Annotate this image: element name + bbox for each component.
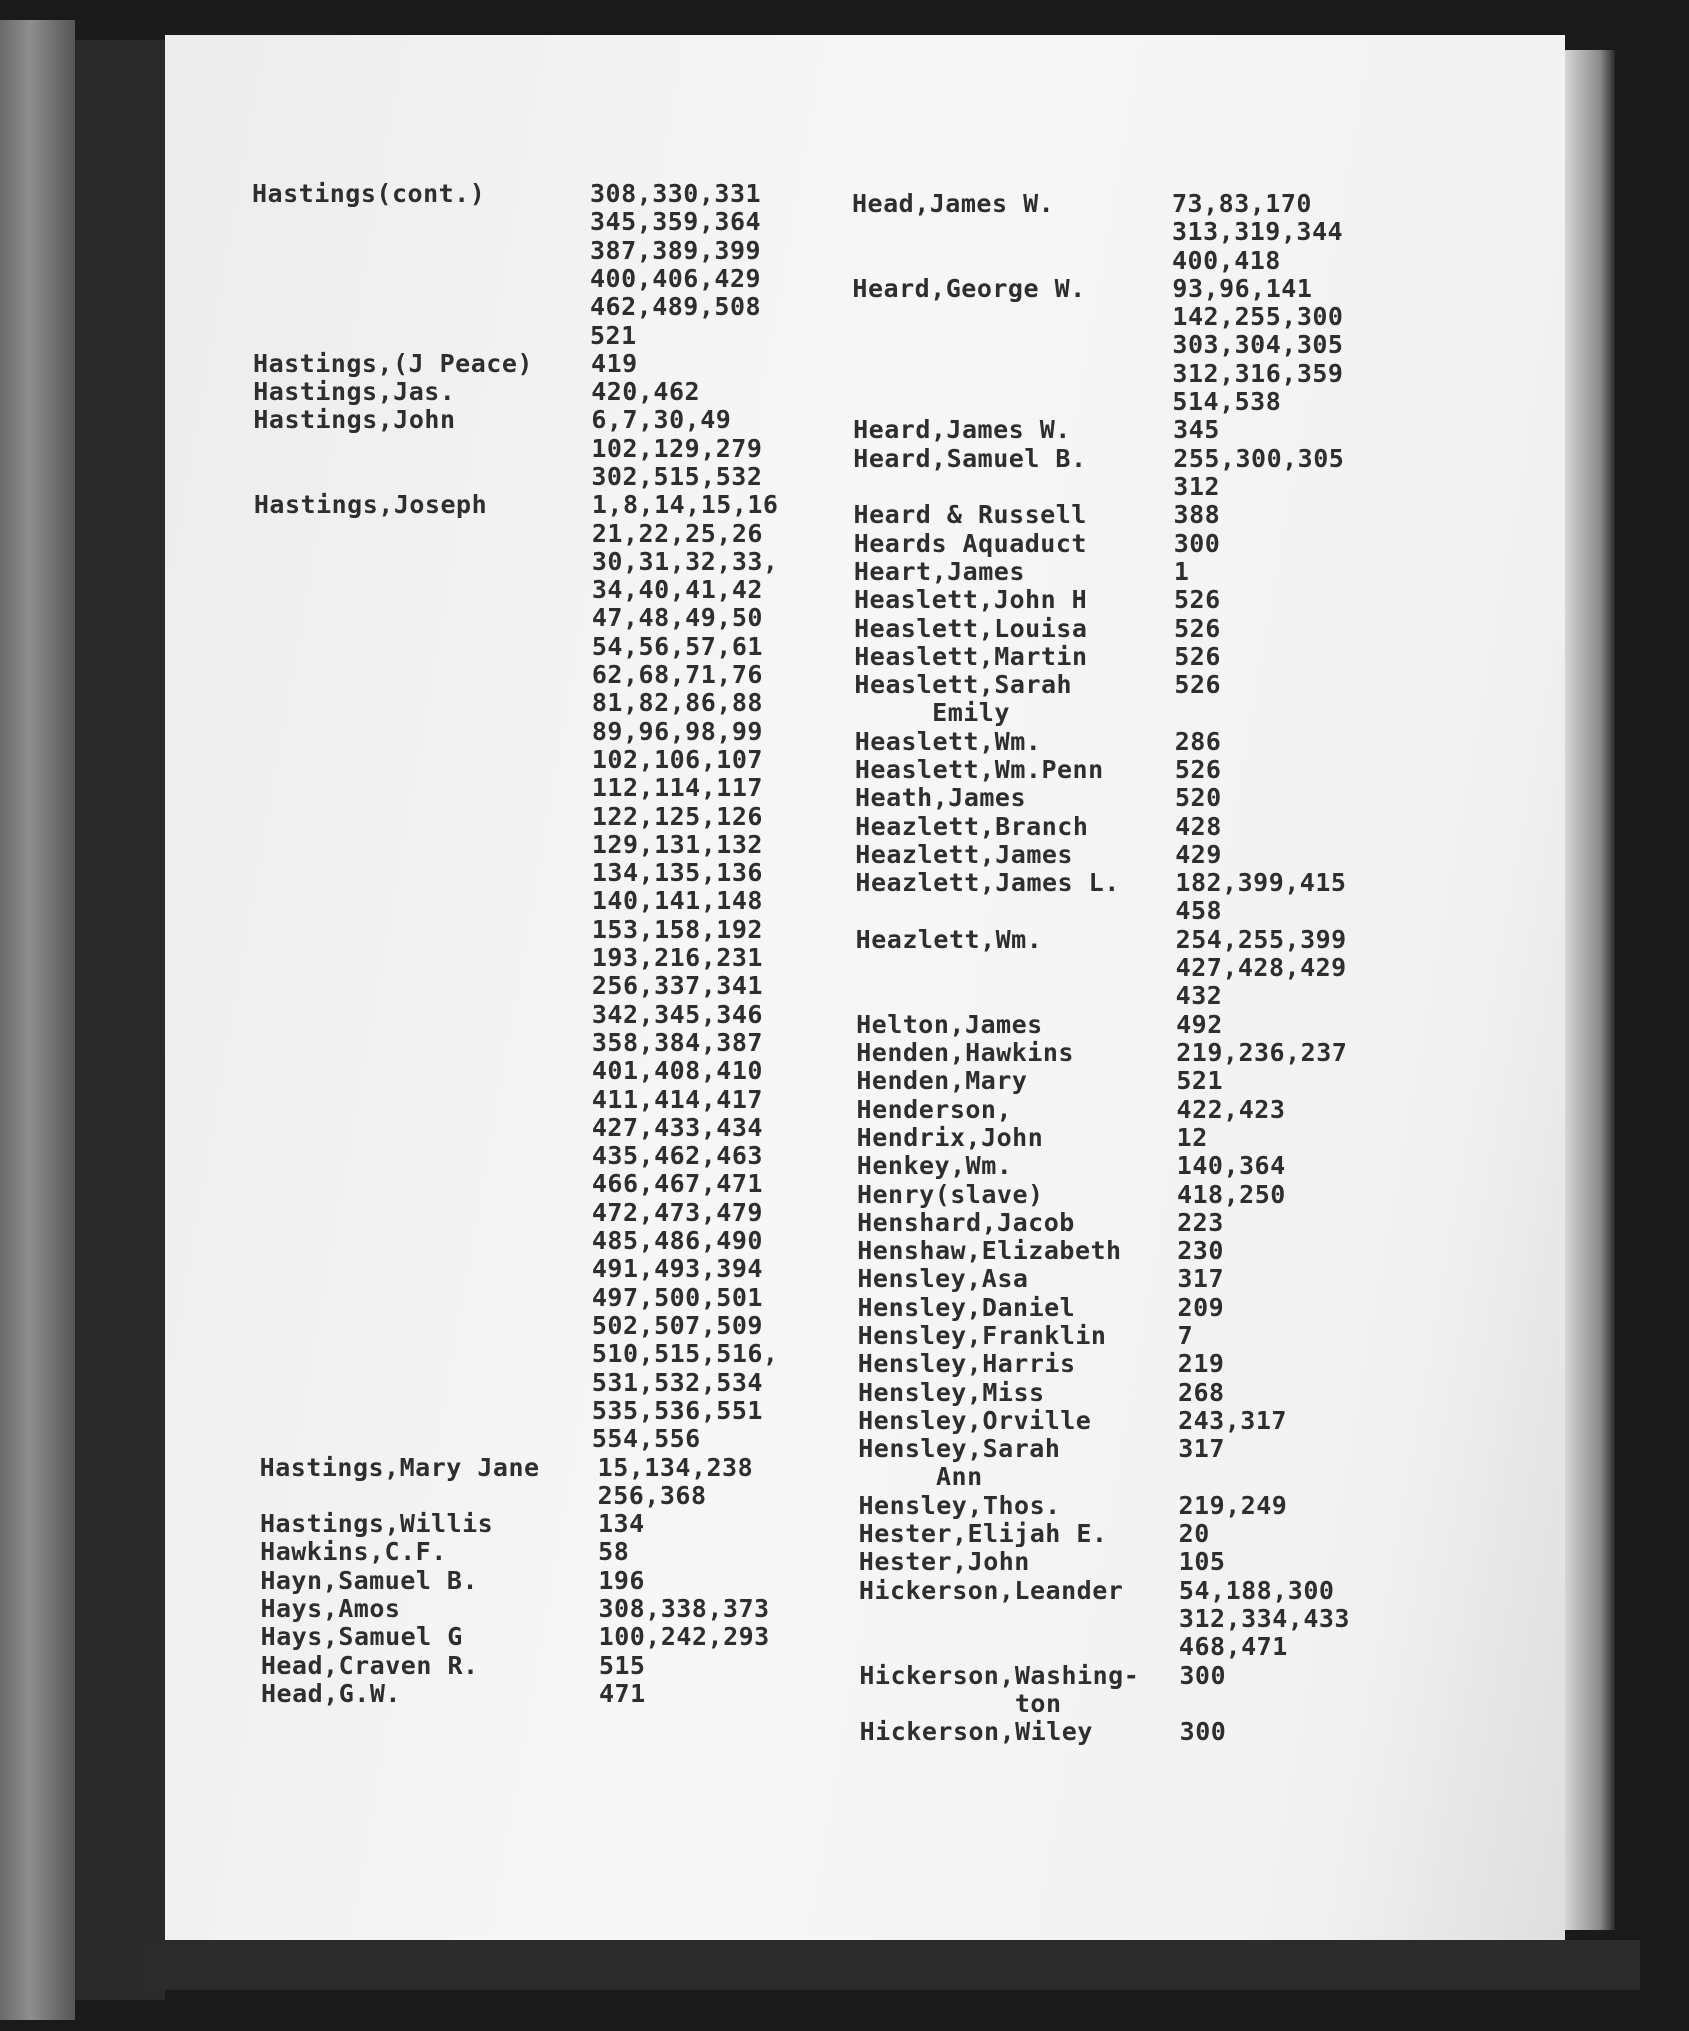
page-numbers: 526	[1173, 585, 1221, 615]
entry-name: Hays,Amos	[260, 1594, 401, 1623]
page-numbers: 1,8,14,15,16	[591, 490, 779, 520]
entry-name: Henderson,	[856, 1094, 1013, 1124]
page-numbers: 12	[1176, 1122, 1208, 1152]
page-numbers: 300	[1179, 1660, 1226, 1690]
entry-name: Heard,Samuel B.	[853, 443, 1087, 473]
page-numbers: 47,48,49,50	[591, 603, 763, 633]
entry-name: Hensley,Franklin	[857, 1321, 1107, 1350]
page-numbers: 429	[1175, 839, 1222, 869]
entry-name: Hastings,Willis	[259, 1509, 494, 1539]
page-numbers: 510,515,516,	[591, 1339, 779, 1369]
page-numbers: 196	[598, 1565, 645, 1595]
page-numbers: 435,462,463	[591, 1141, 763, 1171]
entry-name: Hastings,John	[253, 405, 456, 435]
page-numbers: 6,7,30,49	[591, 405, 732, 435]
page-numbers: 54,188,300	[1178, 1575, 1335, 1605]
page-numbers: 401,408,410	[591, 1056, 763, 1086]
entry-name: Hays,Samuel G	[260, 1622, 463, 1652]
page-numbers: 58	[598, 1537, 630, 1567]
page-numbers: 286	[1174, 726, 1222, 756]
page-numbers: 62,68,71,76	[591, 660, 763, 690]
page-numbers: 358,384,387	[591, 1027, 763, 1057]
entry-name: Heaslett,Sarah	[854, 670, 1073, 700]
entry-name: Hensley,Thos.	[858, 1490, 1061, 1520]
entry-name: Heart,James	[853, 556, 1025, 586]
page-numbers: 462,489,508	[590, 292, 762, 322]
page-numbers: 20	[1178, 1519, 1210, 1549]
page-numbers: 411,414,417	[591, 1084, 763, 1114]
page-numbers: 317	[1178, 1434, 1225, 1464]
page-numbers: 134	[597, 1509, 645, 1539]
entry-name: Heazlett,Wm.	[855, 924, 1043, 954]
page-numbers: 129,131,132	[591, 829, 763, 859]
page-numbers: 427,428,429	[1175, 953, 1347, 983]
page-numbers: 89,96,98,99	[591, 716, 763, 746]
page-numbers: 526	[1174, 670, 1222, 700]
entry-name: Head,Craven R.	[260, 1650, 479, 1680]
page-numbers: 471	[598, 1678, 646, 1708]
entry-name: Hastings,(J Peace)	[253, 348, 533, 378]
page-numbers: 254,255,399	[1175, 924, 1347, 954]
page-numbers: 521	[1176, 1066, 1224, 1096]
page-numbers: 526	[1174, 755, 1222, 784]
entry-name: Heaslett,Wm.	[854, 726, 1042, 756]
entry-name: Heaslett,Martin	[854, 641, 1088, 671]
entry-name: Hawkins,C.F.	[260, 1537, 447, 1567]
page-numbers: 193,216,231	[591, 943, 763, 973]
page-numbers: 458	[1175, 896, 1223, 926]
page-numbers: 30,31,32,33,	[591, 546, 779, 576]
page-numbers: 142,255,300	[1172, 302, 1344, 332]
page-numbers: 342,345,346	[591, 999, 763, 1029]
entry-name: Heard,James W.	[853, 415, 1071, 445]
page-numbers: 420,462	[591, 377, 701, 407]
entry-name: Henshard,Jacob	[857, 1207, 1075, 1237]
entry-name: Hendrix,John	[856, 1122, 1044, 1152]
entry-name: Hayn,Samuel B.	[260, 1565, 479, 1595]
entry-name: Head,G.W.	[260, 1678, 401, 1708]
page-numbers: 81,82,86,88	[591, 688, 763, 718]
entry-name: Heard,George W.	[852, 273, 1086, 303]
entry-name: ton	[859, 1688, 1062, 1718]
entry-name: Ann	[858, 1462, 983, 1492]
page-numbers: 468,471	[1178, 1632, 1288, 1662]
page-numbers: 102,129,279	[591, 433, 763, 463]
page-numbers: 153,158,192	[591, 914, 763, 944]
entry-name: Heath,James	[854, 783, 1027, 813]
entry-name: Hickerson,Washing-	[859, 1660, 1140, 1690]
entry-name: Heaslett,Louisa	[854, 613, 1088, 643]
entry-name: Hickerson,Leander	[858, 1575, 1124, 1605]
page-numbers: 243,317	[1178, 1405, 1287, 1435]
page-numbers: 418,250	[1176, 1179, 1286, 1209]
page-numbers: 230	[1177, 1236, 1224, 1266]
page-curl-edge	[1565, 50, 1615, 1930]
entry-name: Head,James W.	[852, 189, 1055, 218]
page-numbers: 105	[1178, 1547, 1226, 1577]
page-numbers: 535,536,551	[591, 1395, 763, 1425]
page-numbers: 54,56,57,61	[591, 631, 763, 661]
entry-name: Henden,Mary	[856, 1066, 1028, 1096]
page-numbers: 34,40,41,42	[591, 575, 763, 605]
page-numbers: 73,83,170	[1172, 189, 1312, 218]
page-numbers: 313,319,344	[1172, 217, 1344, 247]
entry-name: Henry(slave)	[856, 1179, 1044, 1209]
entry-name: Hensley,Miss	[857, 1377, 1045, 1407]
entry-name: Heazlett,James	[855, 839, 1073, 869]
entry-name: Heaslett,John H	[853, 585, 1088, 615]
entry-name: Hickerson,Wiley	[859, 1717, 1093, 1747]
entry-name: Hensley,Sarah	[858, 1434, 1061, 1464]
entry-name: Heard & Russell	[853, 500, 1087, 530]
entry-name: Heaslett,Wm.Penn	[854, 755, 1104, 784]
entry-name: Henkey,Wm.	[856, 1151, 1013, 1181]
page-numbers: 427,433,434	[591, 1112, 763, 1142]
page-numbers: 492	[1176, 1009, 1223, 1039]
page-numbers: 122,125,126	[591, 801, 763, 831]
page-numbers: 300	[1179, 1717, 1227, 1747]
page-numbers: 1	[1173, 556, 1190, 586]
page-numbers: 219,249	[1178, 1490, 1288, 1520]
entry-name: Hastings,Joseph	[253, 490, 488, 520]
bottom-shadow	[140, 1940, 1640, 1990]
entry-name: Heazlett,James L.	[855, 868, 1120, 898]
page-numbers: 400,418	[1172, 245, 1281, 275]
page-numbers: 219	[1177, 1349, 1225, 1379]
page-numbers: 93,96,141	[1172, 273, 1313, 303]
page-numbers: 303,304,305	[1172, 330, 1344, 360]
page-numbers: 256,337,341	[591, 971, 763, 1001]
page-numbers: 497,500,501	[591, 1282, 763, 1312]
page-numbers: 308,330,331	[590, 179, 762, 208]
page-numbers: 514,538	[1172, 387, 1282, 417]
page-numbers: 268	[1177, 1377, 1225, 1407]
entry-name: Heazlett,Branch	[855, 811, 1089, 841]
page-numbers: 182,399,415	[1175, 868, 1347, 898]
page-numbers: 526	[1174, 641, 1221, 671]
page-numbers: 256,368	[597, 1480, 707, 1510]
page-numbers: 255,300,305	[1173, 443, 1345, 473]
page-numbers: 312	[1173, 471, 1220, 501]
page-numbers: 526	[1174, 613, 1221, 643]
page-numbers: 388	[1173, 500, 1221, 530]
page-numbers: 466,467,471	[591, 1169, 763, 1199]
entry-name: Henden,Hawkins	[856, 1038, 1074, 1067]
page-numbers: 308,338,373	[598, 1594, 770, 1623]
page-numbers: 491,493,394	[591, 1254, 763, 1284]
page-numbers: 502,507,509	[591, 1310, 763, 1340]
page-numbers: 312,316,359	[1172, 358, 1344, 388]
page-numbers: 112,114,117	[591, 773, 763, 803]
page-numbers: 312,334,433	[1178, 1603, 1350, 1633]
page-numbers: 472,473,479	[591, 1197, 763, 1227]
page-left-shadow	[75, 40, 165, 2000]
page-numbers: 419	[591, 348, 638, 378]
entry-name: Hastings,Mary Jane	[259, 1452, 540, 1482]
page-numbers: 302,515,532	[591, 461, 763, 491]
entry-name: Hensley,Orville	[858, 1405, 1092, 1435]
page-numbers: 317	[1177, 1264, 1225, 1294]
page-numbers: 400,406,429	[590, 263, 762, 293]
entry-name: Hensley,Harris	[857, 1349, 1076, 1379]
entry-name: Helton,James	[856, 1009, 1043, 1039]
entry-name: Hester,Elijah E.	[858, 1519, 1108, 1549]
page-numbers: 422,423	[1176, 1094, 1286, 1124]
entry-name: Hastings,Jas.	[253, 377, 456, 407]
entry-name: Emily	[854, 698, 1010, 728]
entry-name: Hensley,Asa	[857, 1264, 1029, 1294]
page-numbers: 209	[1177, 1292, 1225, 1322]
page-numbers: 100,242,293	[598, 1622, 770, 1652]
page-numbers: 345	[1173, 415, 1220, 445]
page-numbers: 485,486,490	[591, 1226, 763, 1256]
entry-name: Henshaw,Elizabeth	[857, 1236, 1122, 1266]
page-numbers: 15,134,238	[597, 1452, 754, 1482]
page-numbers: 21,22,25,26	[591, 518, 763, 548]
binding-strip	[0, 20, 75, 2020]
page-numbers: 300	[1173, 528, 1221, 558]
page-numbers: 520	[1174, 783, 1222, 813]
page-numbers: 521	[590, 320, 637, 350]
page-numbers: 140,364	[1176, 1151, 1286, 1181]
page-numbers: 223	[1177, 1207, 1224, 1237]
entry-name: Hensley,Daniel	[857, 1292, 1076, 1322]
page-numbers: 432	[1175, 981, 1223, 1011]
page-numbers: 515	[598, 1650, 646, 1680]
page-numbers: 345,359,364	[590, 207, 762, 237]
page-numbers: 7	[1177, 1321, 1194, 1350]
page-numbers: 140,141,148	[591, 886, 763, 916]
entry-name: Hester,John	[858, 1547, 1030, 1577]
entry-name: Hastings(cont.)	[252, 179, 486, 208]
page-numbers: 531,532,534	[591, 1367, 763, 1397]
page-numbers: 554,556	[591, 1424, 701, 1454]
page-numbers: 428	[1175, 811, 1222, 841]
page-numbers: 134,135,136	[591, 858, 763, 888]
page-numbers: 219,236,237	[1176, 1038, 1348, 1067]
page-numbers: 102,106,107	[591, 744, 763, 774]
page-numbers: 387,389,399	[590, 235, 762, 265]
entry-name: Heards Aquaduct	[853, 528, 1087, 558]
